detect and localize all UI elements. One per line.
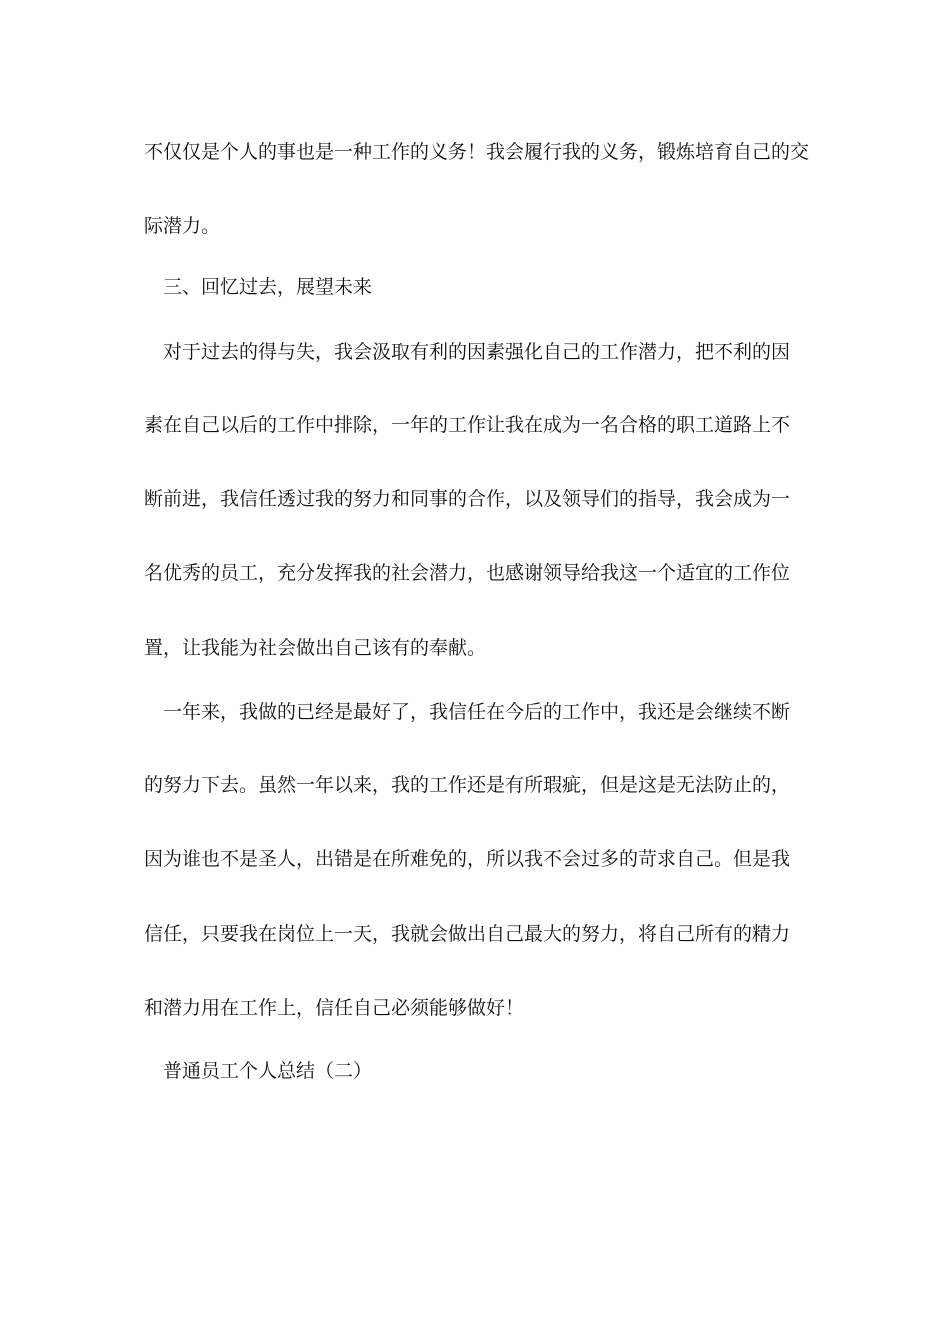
- section-heading-3: 三、回忆过去，展望未来: [163, 276, 373, 298]
- paragraph-line-12: 信任，只要我在岗位上一天，我就会做出自己最大的努力，将自己所有的精力: [144, 923, 791, 945]
- paragraph-line-5: 素在自己以后的工作中排除，一年的工作让我在成为一名合格的职工道路上不: [144, 414, 791, 436]
- section-title-2: 普通员工个人总结（二）: [163, 1060, 373, 1082]
- paragraph-line-10: 的努力下去。虽然一年以来，我的工作还是有所瑕疵，但是这是无法防止的，: [144, 774, 791, 796]
- paragraph-line-8: 置，让我能为社会做出自己该有的奉献。: [144, 637, 487, 659]
- paragraph-line-2: 际潜力。: [144, 215, 221, 237]
- paragraph-line-9: 一年来，我做的已经是最好了，我信任在今后的工作中，我还是会继续不断: [163, 701, 791, 723]
- paragraph-line-1: 不仅仅是个人的事也是一种工作的义务！我会履行我的义务，锻炼培育自己的交: [144, 141, 810, 163]
- paragraph-line-7: 名优秀的员工，充分发挥我的社会潜力，也感谢领导给我这一个适宜的工作位: [144, 562, 791, 584]
- paragraph-line-6: 断前进，我信任透过我的努力和同事的合作，以及领导们的指导，我会成为一: [144, 488, 791, 510]
- paragraph-line-13: 和潜力用在工作上，信任自己必须能够做好！: [144, 997, 525, 1019]
- paragraph-line-11: 因为谁也不是圣人，出错是在所难免的，所以我不会过多的苛求自己。但是我: [144, 848, 791, 870]
- paragraph-line-4: 对于过去的得与失，我会汲取有利的因素强化自己的工作潜力，把不利的因: [163, 341, 791, 363]
